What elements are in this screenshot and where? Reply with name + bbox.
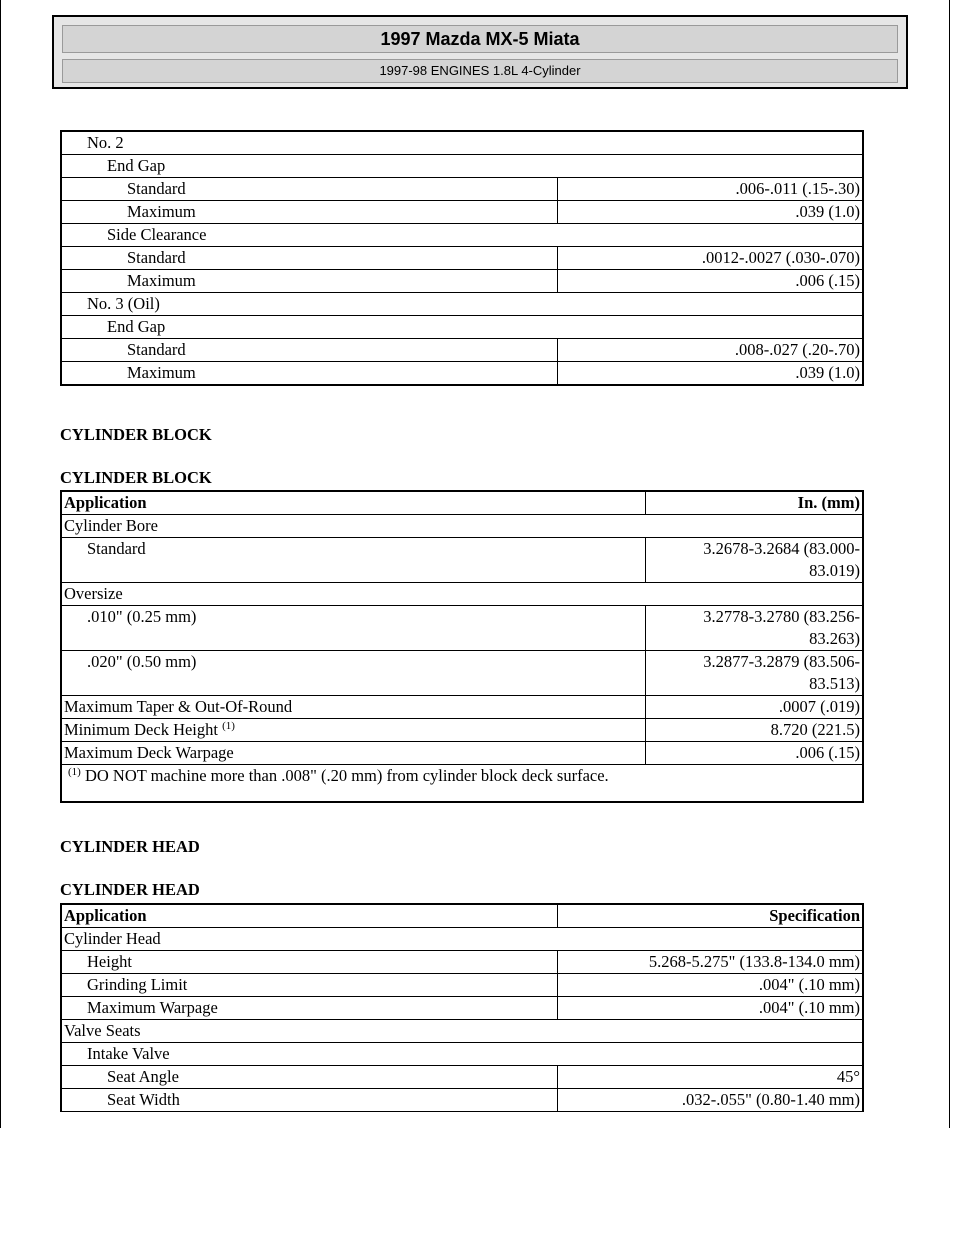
footnote-mark: (1) [68, 766, 81, 778]
footnote-reference: (1) [222, 720, 235, 732]
table-row [61, 178, 863, 201]
row-label: Seat Angle [61, 1066, 557, 1089]
row-value-line: 3.2877-3.2879 (83.506- [703, 652, 860, 671]
row-label: End Gap [61, 316, 863, 339]
row-label: Side Clearance [61, 224, 863, 247]
table-row [61, 339, 863, 362]
table-row [61, 515, 863, 538]
table-row [61, 201, 863, 224]
row-value [645, 651, 863, 696]
table-title-cylinder-head: CYLINDER HEAD [60, 880, 200, 899]
table-header-row [61, 491, 863, 515]
table-row [61, 606, 863, 651]
table-header-row [61, 904, 863, 928]
footnote-cell [61, 765, 863, 803]
row-label: Maximum Warpage [61, 997, 557, 1020]
row-label: Maximum [61, 270, 557, 293]
row-label: Minimum Deck Height [64, 720, 218, 739]
document-subtitle: 1997-98 ENGINES 1.8L 4-Cylinder [62, 59, 898, 83]
cylinder-block-spec-table [60, 490, 864, 803]
piston-ring-spec-table [60, 130, 864, 386]
row-value: .006 (.15) [645, 742, 863, 765]
row-label: Maximum Taper & Out-Of-Round [61, 696, 645, 719]
table-row [61, 1020, 863, 1043]
row-value: .0007 (.019) [645, 696, 863, 719]
row-value: .004" (.10 mm) [557, 997, 863, 1020]
row-label: End Gap [61, 155, 863, 178]
table-row [61, 155, 863, 178]
row-label: No. 3 (Oil) [61, 293, 863, 316]
column-header-application: Application [61, 904, 557, 928]
cylinder-head-spec-table [60, 903, 864, 1112]
row-value: 5.268-5.275" (133.8-134.0 mm) [557, 951, 863, 974]
table-row [61, 719, 863, 742]
row-value: .006-.011 (.15-.30) [557, 178, 863, 201]
row-label: Intake Valve [61, 1043, 863, 1066]
row-value: .0012-.0027 (.030-.070) [557, 247, 863, 270]
row-label: Grinding Limit [61, 974, 557, 997]
table-row [61, 293, 863, 316]
row-label: Standard [61, 247, 557, 270]
table-row [61, 270, 863, 293]
row-value: 8.720 (221.5) [645, 719, 863, 742]
table-row [61, 651, 863, 696]
row-label: No. 2 [61, 131, 863, 155]
row-label: Cylinder Head [61, 928, 863, 951]
table-row [61, 362, 863, 386]
section-heading-cylinder-head: CYLINDER HEAD [60, 837, 200, 856]
table-row [61, 247, 863, 270]
row-value: .039 (1.0) [557, 201, 863, 224]
row-label: Maximum Deck Warpage [61, 742, 645, 765]
table-row [61, 1089, 863, 1112]
column-header-value: Specification [557, 904, 863, 928]
table-row [61, 131, 863, 155]
row-value [645, 606, 863, 651]
table-row [61, 974, 863, 997]
section-heading-cylinder-block: CYLINDER BLOCK [60, 425, 212, 444]
row-value-line: 83.019) [809, 561, 860, 580]
table-row [61, 224, 863, 247]
row-value: .008-.027 (.20-.70) [557, 339, 863, 362]
table-row [61, 1066, 863, 1089]
row-value [645, 538, 863, 583]
table-row [61, 1043, 863, 1066]
row-label: Maximum [61, 362, 557, 386]
table-row [61, 316, 863, 339]
table-row [61, 997, 863, 1020]
row-value: .004" (.10 mm) [557, 974, 863, 997]
column-header-application: Application [61, 491, 645, 515]
row-value-line: 3.2678-3.2684 (83.000- [703, 539, 860, 558]
table-row [61, 742, 863, 765]
row-value-line: 83.513) [809, 674, 860, 693]
row-label: Standard [61, 178, 557, 201]
row-value-line: 3.2778-3.2780 (83.256- [703, 607, 860, 626]
row-label: Seat Width [61, 1089, 557, 1112]
row-label: Standard [61, 538, 645, 583]
row-value: .039 (1.0) [557, 362, 863, 386]
row-label: Height [61, 951, 557, 974]
row-value-line: 83.263) [809, 629, 860, 648]
table-row [61, 951, 863, 974]
table-row [61, 583, 863, 606]
row-value: 45° [557, 1066, 863, 1089]
row-label: .010" (0.25 mm) [61, 606, 645, 651]
row-label: Standard [61, 339, 557, 362]
row-label-cell [61, 719, 645, 742]
table-row [61, 538, 863, 583]
row-value: .006 (.15) [557, 270, 863, 293]
document-header [52, 15, 908, 89]
footnote-text: DO NOT machine more than .008" (.20 mm) from cylinder block deck surface. [84, 766, 609, 785]
table-title-cylinder-block: CYLINDER BLOCK [60, 468, 212, 487]
footnote-row [61, 765, 863, 803]
row-label: Valve Seats [61, 1020, 863, 1043]
row-label: Oversize [61, 583, 863, 606]
document-title: 1997 Mazda MX-5 Miata [62, 25, 898, 53]
table-row [61, 696, 863, 719]
table-row [61, 928, 863, 951]
row-value: .032-.055" (0.80-1.40 mm) [557, 1089, 863, 1112]
column-header-value: In. (mm) [645, 491, 863, 515]
row-label: .020" (0.50 mm) [61, 651, 645, 696]
row-label: Cylinder Bore [61, 515, 863, 538]
row-label: Maximum [61, 201, 557, 224]
